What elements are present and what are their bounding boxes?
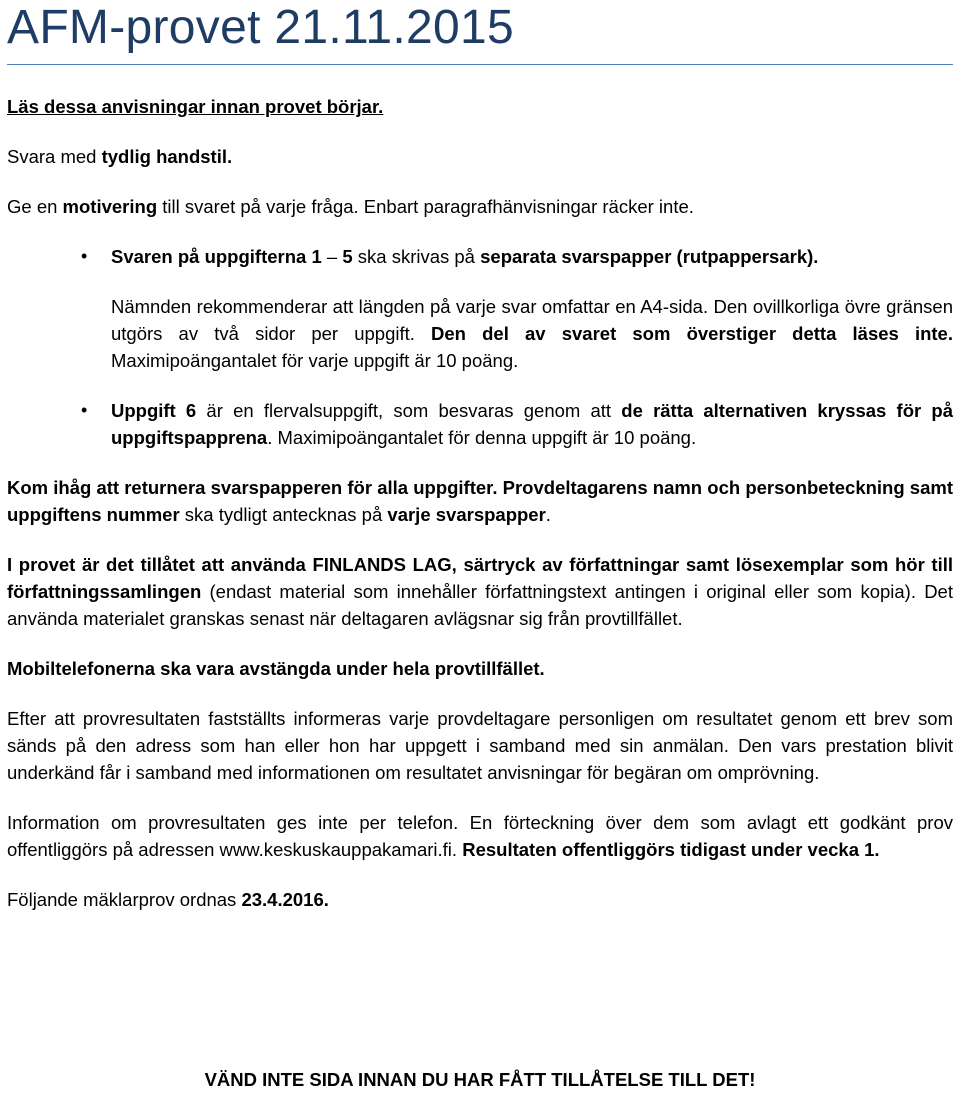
motivation-bold: motivering — [62, 196, 158, 217]
allowed-materials-paragraph — [7, 551, 953, 632]
results-text: Efter att provresultaten fastställts informeras varje provdeltagare personligen om resultatet genom ett brev som sänds på den adress som han eller hon har uppgett i samband med sin anmälan. Den vars prestation blivit underkänd får i samband med informationen om resultatet anvisningar för begäran om omprövning. — [7, 708, 953, 783]
legible-pre: Svara med — [7, 146, 102, 167]
bullet-icon: • — [81, 400, 88, 420]
phones-text: Mobiltelefonerna ska vara avstängda under hela provtillfället. — [7, 658, 545, 679]
list-item-multiple-choice — [7, 397, 953, 451]
return-bold-2: varje svarspapper — [387, 504, 546, 525]
footer-warning: VÄND INTE SIDA INNAN DU HAR FÅTT TILLÅTELSE TILL DET! — [204, 1069, 756, 1090]
next-pre: Följande mäklarprov ordnas — [7, 889, 242, 910]
b1-dash: – — [321, 246, 343, 267]
instruction-list-2 — [7, 397, 953, 451]
return-mid: ska tydligt antecknas på — [179, 504, 388, 525]
motivation-instruction — [7, 193, 953, 220]
b2-bold-2: de rätta alternativen kryssas för på uppgiftspapprena — [111, 400, 953, 448]
read-first-text: Läs dessa anvisningar innan provet börjar. — [7, 96, 384, 117]
b1-bold-2: 5 — [342, 246, 353, 267]
motivation-pre: Ge en — [7, 196, 63, 217]
info-bold: Resultaten offentliggörs tidigast under vecka 1. — [462, 839, 880, 860]
b1-p2-bold: Den del av svaret som överstiger detta läses inte. — [431, 323, 953, 344]
read-first-instruction — [7, 93, 953, 120]
allowed-normal: (endast material som innehåller författningstext antingen i original eller som kopia). Det använda materialet granskas senast när deltagaren avlägsnar sig från provtillfället. — [7, 581, 953, 629]
info-paragraph — [7, 809, 953, 863]
b1-p2-tail: Maximipoängantalet för varje uppgift är 10 poäng. — [111, 350, 519, 371]
answer-length-paragraph — [7, 293, 953, 374]
return-papers-paragraph — [7, 474, 953, 528]
b1-bold-1: Svaren på uppgifterna 1 — [111, 246, 322, 267]
instruction-list — [7, 243, 953, 270]
legible-instruction — [7, 143, 953, 170]
page-title: AFM-provet 21.11.2015 — [7, 1, 515, 54]
motivation-post: till svaret på varje fråga. Enbart paragrafhänvisningar räcker inte. — [157, 196, 694, 217]
next-bold: 23.4.2016. — [241, 889, 329, 910]
next-exam-paragraph — [7, 886, 953, 913]
phones-paragraph — [7, 655, 953, 682]
list-item-answers — [7, 243, 953, 270]
return-bold-1: Kom ihåg att returnera svarspapperen för alla uppgifter. Provdeltagarens namn och personbeteckning samt uppgiftens nummer — [7, 477, 953, 525]
b2-bold-1: Uppgift 6 — [111, 400, 197, 421]
b1-mid: ska skrivas på — [352, 246, 481, 267]
bullet-icon: • — [81, 246, 88, 266]
allowed-bold: I provet är det tillåtet att använda FINLANDS LAG, särtryck av författningar samt lösexemplar som hör till författningssamlingen — [7, 554, 953, 602]
info-normal: Information om provresultaten ges inte per telefon. En förteckning över dem som avlagt ett godkänt prov offentliggörs på adressen www.keskuskauppakamari.fi. — [7, 812, 953, 860]
b2-mid: är en flervalsuppgift, som besvaras genom att — [196, 400, 622, 421]
b1-bold-3: separata svarspapper (rutpappersark). — [480, 246, 819, 267]
results-paragraph — [7, 705, 953, 786]
legible-bold: tydlig handstil. — [101, 146, 233, 167]
return-tail: . — [545, 504, 551, 525]
b1-p2-normal: Nämnden rekommenderar att längden på varje svar omfattar en A4-sida. Den ovillkorliga övre gränsen utgörs av två sidor per uppgift. — [111, 296, 953, 344]
b2-tail: . Maximipoängantalet för denna uppgift är 10 poäng. — [267, 427, 697, 448]
